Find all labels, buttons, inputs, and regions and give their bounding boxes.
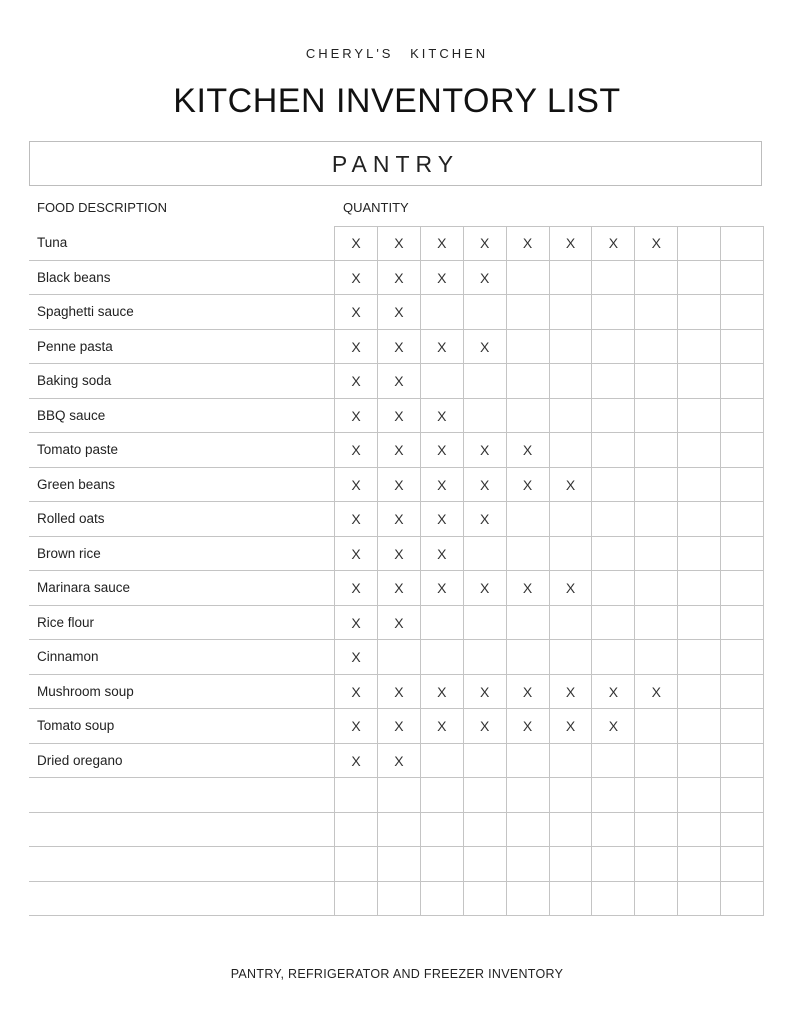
quantity-cell [635, 813, 678, 847]
quantity-cell [550, 778, 593, 812]
quantity-cells [334, 330, 764, 364]
quantity-cell: X [335, 468, 378, 502]
quantity-cell: X [464, 261, 507, 295]
quantity-cell: X [335, 295, 378, 329]
quantity-cell: X [378, 502, 421, 536]
quantity-cell: X [335, 606, 378, 640]
quantity-cell: X [335, 571, 378, 605]
quantity-cell [335, 778, 378, 812]
quantity-cell [592, 502, 635, 536]
quantity-cell [592, 778, 635, 812]
quantity-cell: X [507, 468, 550, 502]
quantity-cell [635, 606, 678, 640]
quantity-cell: X [335, 709, 378, 743]
table-row [29, 226, 764, 261]
quantity-cell [378, 778, 421, 812]
quantity-cell: X [421, 709, 464, 743]
quantity-cell [550, 813, 593, 847]
table-row [29, 364, 764, 399]
quantity-cell [464, 847, 507, 881]
quantity-cell [721, 778, 764, 812]
quantity-cell [721, 571, 764, 605]
quantity-cell: X [335, 330, 378, 364]
quantity-cell [421, 882, 464, 916]
quantity-cell [507, 813, 550, 847]
section-header [29, 141, 762, 186]
quantity-cells [334, 882, 764, 916]
quantity-cell [464, 399, 507, 433]
quantity-cell [464, 640, 507, 674]
table-row [29, 399, 764, 434]
quantity-cell [592, 606, 635, 640]
quantity-cells [334, 778, 764, 812]
quantity-cell [721, 468, 764, 502]
quantity-cell [678, 468, 721, 502]
quantity-cells [334, 847, 764, 881]
quantity-cell [678, 882, 721, 916]
quantity-cell: X [421, 468, 464, 502]
food-item-name [29, 847, 334, 881]
inventory-table [29, 226, 764, 916]
quantity-cell [550, 295, 593, 329]
quantity-cell [635, 295, 678, 329]
quantity-cell: X [592, 226, 635, 260]
table-row [29, 295, 764, 330]
quantity-cell [592, 571, 635, 605]
food-description-header: FOOD DESCRIPTION [37, 200, 168, 215]
quantity-cell: X [507, 675, 550, 709]
quantity-cell: X [464, 226, 507, 260]
quantity-cell [550, 502, 593, 536]
quantity-cell [721, 537, 764, 571]
food-item-name: Spaghetti sauce [37, 304, 134, 319]
quantity-cell [678, 502, 721, 536]
table-row [29, 571, 764, 606]
food-item-name: Green beans [37, 476, 116, 492]
page-title: KITCHEN INVENTORY LIST [173, 82, 621, 120]
quantity-cell [635, 364, 678, 398]
table-row [29, 847, 764, 882]
table-row [29, 468, 764, 503]
quantity-cell [678, 433, 721, 467]
quantity-cell [550, 882, 593, 916]
quantity-cell [678, 813, 721, 847]
food-item-name: Marinara sauce [37, 580, 131, 595]
quantity-cell [507, 295, 550, 329]
quantity-cell [507, 640, 550, 674]
page-footer: PANTRY, REFRIGERATOR AND FREEZER INVENTORY [230, 967, 564, 981]
quantity-cell: X [550, 571, 593, 605]
quantity-cell [678, 744, 721, 778]
quantity-cell [592, 364, 635, 398]
quantity-cell [378, 882, 421, 916]
quantity-cell [464, 606, 507, 640]
quantity-cell: X [378, 226, 421, 260]
table-row [29, 261, 764, 296]
quantity-cell: X [464, 433, 507, 467]
quantity-cell [378, 813, 421, 847]
quantity-cell: X [421, 433, 464, 467]
quantity-cell [678, 226, 721, 260]
table-row [29, 675, 764, 710]
quantity-cell [635, 399, 678, 433]
quantity-cell: X [550, 709, 593, 743]
quantity-cell [550, 640, 593, 674]
quantity-cell [335, 882, 378, 916]
quantity-cell [721, 433, 764, 467]
quantity-cell [678, 330, 721, 364]
quantity-cell: X [378, 606, 421, 640]
quantity-cell [550, 606, 593, 640]
quantity-cell [635, 882, 678, 916]
food-item-name [29, 778, 334, 812]
quantity-cell [421, 364, 464, 398]
table-row [29, 709, 764, 744]
quantity-cell [635, 468, 678, 502]
quantity-cell: X [378, 364, 421, 398]
quantity-cell [507, 847, 550, 881]
food-item-name: Black beans [37, 269, 111, 285]
quantity-cell [678, 778, 721, 812]
table-row [29, 640, 764, 675]
quantity-cell [550, 744, 593, 778]
quantity-cell [464, 882, 507, 916]
quantity-header: QUANTITY [343, 200, 409, 215]
quantity-cell [635, 640, 678, 674]
quantity-cells [334, 226, 764, 260]
table-row [29, 606, 764, 641]
quantity-cell [378, 847, 421, 881]
table-row [29, 813, 764, 848]
quantity-cell [592, 295, 635, 329]
quantity-cell [507, 744, 550, 778]
quantity-cell [421, 640, 464, 674]
quantity-cell [464, 778, 507, 812]
quantity-cell [550, 537, 593, 571]
quantity-cell: X [335, 433, 378, 467]
quantity-cell: X [378, 295, 421, 329]
quantity-cell: X [507, 571, 550, 605]
quantity-cell [721, 640, 764, 674]
quantity-cell [678, 364, 721, 398]
table-row [29, 330, 764, 365]
quantity-cell [507, 502, 550, 536]
quantity-cell [721, 882, 764, 916]
quantity-cell: X [592, 709, 635, 743]
quantity-cell: X [464, 330, 507, 364]
quantity-cell [592, 640, 635, 674]
quantity-cell: X [550, 468, 593, 502]
food-item-name: Brown rice [37, 545, 101, 561]
quantity-cell: X [421, 502, 464, 536]
quantity-cell: X [335, 399, 378, 433]
quantity-cell [550, 433, 593, 467]
quantity-cell [507, 606, 550, 640]
quantity-cell [550, 261, 593, 295]
food-item-name: Baking soda [37, 373, 112, 388]
quantity-cell [550, 364, 593, 398]
quantity-cell [721, 261, 764, 295]
quantity-cell [678, 709, 721, 743]
quantity-cells [334, 537, 764, 571]
food-item-name: Dried oregano [37, 752, 123, 768]
table-row [29, 433, 764, 468]
quantity-cell: X [421, 537, 464, 571]
quantity-cell: X [464, 675, 507, 709]
quantity-cell [721, 744, 764, 778]
quantity-cell: X [592, 675, 635, 709]
food-item-name: Tomato soup [37, 718, 115, 733]
quantity-cell: X [464, 502, 507, 536]
quantity-cell [421, 744, 464, 778]
quantity-cell [721, 295, 764, 329]
quantity-cell: X [635, 226, 678, 260]
quantity-cell [678, 295, 721, 329]
quantity-cells [334, 433, 764, 467]
quantity-cell: X [421, 261, 464, 295]
quantity-cells [334, 364, 764, 398]
quantity-cell: X [335, 226, 378, 260]
quantity-cell: X [335, 502, 378, 536]
quantity-cell [335, 813, 378, 847]
quantity-cell [507, 364, 550, 398]
quantity-cell [592, 261, 635, 295]
quantity-cells [334, 675, 764, 709]
quantity-cell [507, 537, 550, 571]
quantity-cell: X [378, 261, 421, 295]
quantity-cell [635, 330, 678, 364]
quantity-cell [592, 813, 635, 847]
quantity-cell [592, 468, 635, 502]
quantity-cell [550, 847, 593, 881]
quantity-cell [635, 502, 678, 536]
quantity-cell [678, 675, 721, 709]
food-item-name: Mushroom soup [37, 683, 134, 699]
quantity-cell: X [378, 675, 421, 709]
quantity-cell [507, 778, 550, 812]
quantity-cell [721, 399, 764, 433]
food-item-name: Rolled oats [37, 511, 105, 526]
quantity-cell: X [421, 571, 464, 605]
quantity-cell: X [550, 226, 593, 260]
quantity-cell: X [421, 399, 464, 433]
quantity-cell: X [464, 709, 507, 743]
quantity-cell [678, 640, 721, 674]
quantity-cell [335, 847, 378, 881]
quantity-cell [421, 778, 464, 812]
quantity-cell [592, 399, 635, 433]
quantity-cell [678, 399, 721, 433]
quantity-cell [635, 709, 678, 743]
quantity-cell [464, 364, 507, 398]
quantity-cells [334, 261, 764, 295]
quantity-cell [721, 364, 764, 398]
quantity-cell: X [507, 433, 550, 467]
quantity-cell [592, 433, 635, 467]
quantity-cell [635, 778, 678, 812]
quantity-cell: X [335, 537, 378, 571]
table-row [29, 537, 764, 572]
quantity-cell [421, 295, 464, 329]
quantity-cell [635, 433, 678, 467]
quantity-cell [678, 261, 721, 295]
quantity-cell [421, 813, 464, 847]
quantity-cell [421, 847, 464, 881]
quantity-cell: X [421, 330, 464, 364]
quantity-cell [550, 330, 593, 364]
quantity-cell [678, 537, 721, 571]
brand-name: CHERYL'S KITCHEN [305, 46, 489, 61]
quantity-cells [334, 709, 764, 743]
quantity-cell: X [378, 744, 421, 778]
quantity-cell: X [378, 433, 421, 467]
quantity-cells [334, 606, 764, 640]
quantity-cell: X [507, 226, 550, 260]
food-item-name: Rice flour [37, 614, 95, 630]
quantity-cells [334, 295, 764, 329]
quantity-cell [721, 502, 764, 536]
food-item-name: Penne pasta [37, 338, 113, 354]
quantity-cell [721, 813, 764, 847]
quantity-cell [635, 744, 678, 778]
quantity-cell [507, 261, 550, 295]
quantity-cells [334, 502, 764, 536]
quantity-cell: X [421, 675, 464, 709]
quantity-cells [334, 813, 764, 847]
food-item-name: Tomato paste [37, 442, 119, 457]
table-row [29, 778, 764, 813]
quantity-cell: X [550, 675, 593, 709]
quantity-cell: X [507, 709, 550, 743]
quantity-cell: X [378, 468, 421, 502]
quantity-cell: X [378, 709, 421, 743]
quantity-cell [550, 399, 593, 433]
quantity-cells [334, 399, 764, 433]
quantity-cells [334, 744, 764, 778]
quantity-cell [592, 330, 635, 364]
quantity-cell [507, 399, 550, 433]
quantity-cell [464, 744, 507, 778]
quantity-cell [635, 847, 678, 881]
quantity-cell: X [335, 744, 378, 778]
quantity-cell [378, 640, 421, 674]
section-title: PANTRY [331, 151, 460, 177]
table-row [29, 744, 764, 779]
quantity-cell [464, 813, 507, 847]
quantity-cell [464, 295, 507, 329]
food-item-name [29, 813, 334, 847]
quantity-cell: X [378, 571, 421, 605]
quantity-cell [721, 226, 764, 260]
quantity-cell [721, 847, 764, 881]
quantity-cell [635, 537, 678, 571]
quantity-cell [507, 882, 550, 916]
quantity-cell: X [464, 468, 507, 502]
quantity-cells [334, 468, 764, 502]
table-row [29, 882, 764, 917]
quantity-cell [592, 537, 635, 571]
quantity-cell [635, 261, 678, 295]
quantity-cell: X [464, 571, 507, 605]
quantity-cell [464, 537, 507, 571]
quantity-cell [635, 571, 678, 605]
quantity-cell: X [378, 537, 421, 571]
quantity-cell [678, 571, 721, 605]
food-item-name: Cinnamon [37, 649, 99, 664]
quantity-cell [721, 606, 764, 640]
quantity-cells [334, 640, 764, 674]
quantity-cell [592, 847, 635, 881]
quantity-cell [592, 744, 635, 778]
quantity-cell [721, 709, 764, 743]
table-row [29, 502, 764, 537]
quantity-cell: X [378, 330, 421, 364]
quantity-cell: X [635, 675, 678, 709]
quantity-cell: X [335, 364, 378, 398]
quantity-cells [334, 571, 764, 605]
quantity-cell: X [335, 640, 378, 674]
quantity-cell [721, 675, 764, 709]
quantity-cell [678, 847, 721, 881]
food-item-name: BBQ sauce [37, 407, 106, 423]
quantity-cell [421, 606, 464, 640]
quantity-cell: X [378, 399, 421, 433]
food-item-name: Tuna [37, 235, 68, 250]
quantity-cell: X [335, 675, 378, 709]
quantity-cell: X [421, 226, 464, 260]
quantity-cell [507, 330, 550, 364]
quantity-cell [721, 330, 764, 364]
quantity-cell [678, 606, 721, 640]
quantity-cell: X [335, 261, 378, 295]
quantity-cell [592, 882, 635, 916]
food-item-name [29, 882, 334, 916]
